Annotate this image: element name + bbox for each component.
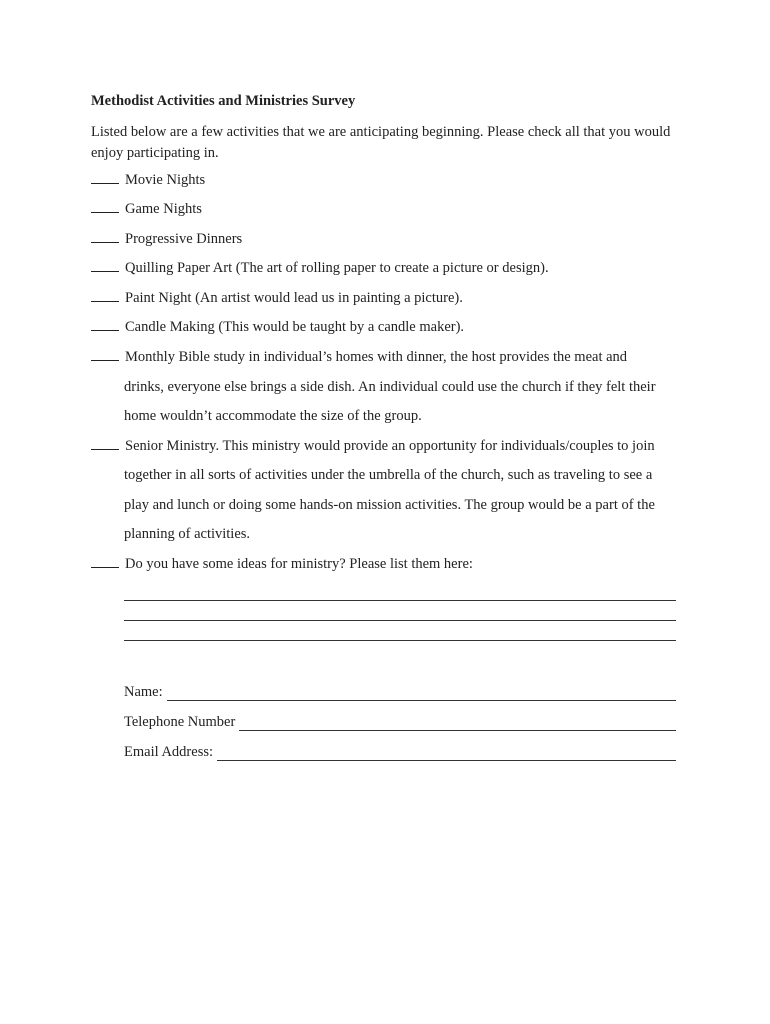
ideas-answer-line[interactable] (124, 640, 676, 641)
checkbox-blank[interactable] (91, 260, 119, 272)
item-label: Progressive Dinners (125, 231, 243, 247)
item-label: Movie Nights (125, 172, 206, 188)
name-field[interactable] (124, 684, 676, 701)
name-label: Name: (124, 684, 163, 700)
checkbox-blank[interactable] (91, 290, 119, 302)
checkbox-blank[interactable] (91, 172, 119, 184)
checkbox-blank[interactable] (91, 231, 119, 243)
checkbox-item-candle-making[interactable] (91, 319, 464, 336)
telephone-field[interactable] (124, 714, 676, 731)
checkbox-item-bible-study[interactable] (91, 349, 627, 366)
survey-title: Methodist Activities and Ministries Survey (91, 93, 356, 109)
item-label: Do you have some ideas for ministry? Please list them here: (125, 556, 473, 572)
checkbox-blank[interactable] (91, 319, 119, 331)
checkbox-item-quilling[interactable] (91, 260, 549, 277)
telephone-label: Telephone Number (124, 714, 236, 730)
item-label: Senior Ministry. This ministry would provide an opportunity for individuals/couples to join (125, 438, 655, 454)
item-label-continued: drinks, everyone else brings a side dish. An individual could use the church if they felt their (124, 379, 656, 395)
email-field[interactable] (124, 744, 676, 761)
item-label-continued: home wouldn’t accommodate the size of the group. (124, 408, 422, 424)
email-label: Email Address: (124, 744, 214, 760)
item-label-continued: play and lunch or doing some hands-on mission activities. The group would be a part of the (124, 497, 655, 513)
checkbox-blank[interactable] (91, 438, 119, 450)
ideas-answer-line[interactable] (124, 600, 676, 601)
checkbox-item-progressive-dinners[interactable] (91, 231, 242, 248)
item-label: Candle Making (This would be taught by a candle maker). (125, 319, 465, 335)
item-label-continued: together in all sorts of activities under the umbrella of the church, such as traveling to see a (124, 467, 653, 483)
name-input-line[interactable] (167, 688, 676, 701)
item-label: Paint Night (An artist would lead us in painting a picture). (125, 290, 463, 306)
checkbox-item-paint-night[interactable] (91, 290, 463, 307)
checkbox-blank[interactable] (91, 201, 119, 213)
checkbox-item-senior-ministry[interactable] (91, 438, 655, 455)
item-label: Quilling Paper Art (The art of rolling paper to create a picture or design). (125, 260, 549, 276)
item-label: Game Nights (125, 201, 202, 217)
email-input-line[interactable] (217, 748, 676, 761)
checkbox-item-movie-nights[interactable] (91, 172, 205, 189)
checkbox-item-game-nights[interactable] (91, 201, 202, 218)
telephone-input-line[interactable] (239, 718, 676, 731)
ideas-answer-line[interactable] (124, 620, 676, 621)
item-label-continued: planning of activities. (124, 526, 251, 542)
checkbox-item-ministry-ideas[interactable] (91, 556, 473, 573)
survey-intro: Listed below are a few activities that we are anticipating beginning. Please check all that you would enjoy participating in. (91, 124, 671, 161)
checkbox-blank[interactable] (91, 556, 119, 568)
checkbox-blank[interactable] (91, 349, 119, 361)
item-label: Monthly Bible study in individual’s homes with dinner, the host provides the meat and (125, 349, 628, 365)
